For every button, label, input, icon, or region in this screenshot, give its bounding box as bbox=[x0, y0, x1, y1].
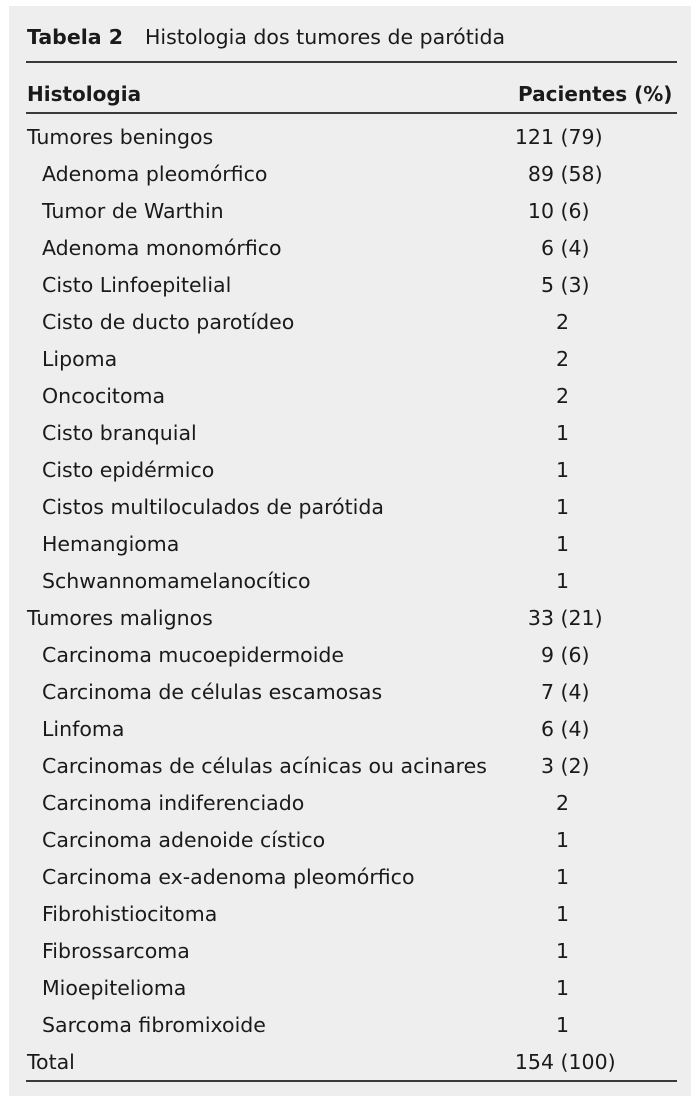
patient-count: 1 bbox=[555, 976, 569, 1000]
table-row bbox=[9, 193, 691, 230]
top-rule bbox=[26, 61, 677, 63]
histology-name: Carcinomas de células acínicas ou acinares bbox=[42, 754, 487, 778]
table-caption bbox=[27, 22, 505, 52]
table-row bbox=[9, 415, 691, 452]
patient-count: 6 (4) bbox=[540, 236, 590, 260]
patient-count: 2 bbox=[555, 347, 569, 371]
table-row bbox=[9, 526, 691, 563]
table-row bbox=[9, 563, 691, 600]
histology-name: Fibrossarcoma bbox=[42, 939, 190, 963]
column-header-histology: Histologia bbox=[27, 82, 142, 106]
table-row bbox=[9, 489, 691, 526]
histology-name: Hemangioma bbox=[42, 532, 180, 556]
patient-count: 3 (2) bbox=[540, 754, 590, 778]
patient-count: 33 (21) bbox=[527, 606, 603, 630]
table-row bbox=[9, 674, 691, 711]
table-row bbox=[9, 156, 691, 193]
histology-name: Cisto de ducto parotídeo bbox=[42, 310, 295, 334]
histology-name: Lipoma bbox=[42, 347, 118, 371]
table-label: Tabela 2 bbox=[27, 25, 124, 49]
table-row bbox=[9, 1007, 691, 1044]
patient-count: 1 bbox=[555, 532, 569, 556]
histology-name: Fibrohistiocitoma bbox=[42, 902, 218, 926]
patient-count: 1 bbox=[555, 421, 569, 445]
table-row bbox=[9, 452, 691, 489]
patient-count: 5 (3) bbox=[540, 273, 590, 297]
patient-count: 1 bbox=[555, 495, 569, 519]
histology-name: Carcinoma de células escamosas bbox=[42, 680, 383, 704]
patient-count: 1 bbox=[555, 458, 569, 482]
histology-name: Cistos multiloculados de parótida bbox=[42, 495, 384, 519]
table-row bbox=[9, 1044, 691, 1081]
table-row bbox=[9, 600, 691, 637]
histology-name: Carcinoma indiferenciado bbox=[42, 791, 305, 815]
table-row bbox=[9, 970, 691, 1007]
histology-name: Oncocitoma bbox=[42, 384, 166, 408]
table-title: Histologia dos tumores de parótida bbox=[145, 25, 506, 49]
table-row bbox=[9, 859, 691, 896]
patient-count: 89 (58) bbox=[527, 162, 603, 186]
group-name: Tumores beningos bbox=[27, 125, 214, 149]
histology-name: Mioepitelioma bbox=[42, 976, 187, 1000]
table-row bbox=[9, 341, 691, 378]
histology-name: Cisto Linfoepitelial bbox=[42, 273, 232, 297]
patient-count: 2 bbox=[555, 791, 569, 815]
table-row bbox=[9, 378, 691, 415]
patient-count: 1 bbox=[555, 569, 569, 593]
histology-name: Adenoma monomórfico bbox=[42, 236, 282, 260]
table-row bbox=[9, 933, 691, 970]
histology-name: Cisto branquial bbox=[42, 421, 197, 445]
header-rule bbox=[26, 112, 677, 114]
patient-count: 154 (100) bbox=[514, 1050, 616, 1074]
table-panel bbox=[9, 6, 691, 1096]
patient-count: 1 bbox=[555, 828, 569, 852]
table-body bbox=[9, 119, 691, 1081]
table-row bbox=[9, 748, 691, 785]
group-name: Total bbox=[27, 1050, 75, 1074]
table-row bbox=[9, 711, 691, 748]
histology-name: Sarcoma fibromixoide bbox=[42, 1013, 266, 1037]
table-row bbox=[9, 267, 691, 304]
patient-count: 1 bbox=[555, 939, 569, 963]
table-row bbox=[9, 896, 691, 933]
patient-count: 121 (79) bbox=[514, 125, 603, 149]
group-name: Tumores malignos bbox=[27, 606, 213, 630]
table-row bbox=[9, 785, 691, 822]
patient-count: 10 (6) bbox=[527, 199, 590, 223]
histology-name: Cisto epidérmico bbox=[42, 458, 215, 482]
patient-count: 2 bbox=[555, 384, 569, 408]
patient-count: 1 bbox=[555, 865, 569, 889]
histology-name: Schwannomamelanocítico bbox=[42, 569, 311, 593]
table-row bbox=[9, 304, 691, 341]
column-header-patients: Pacientes (%) bbox=[518, 82, 673, 106]
table-row bbox=[9, 637, 691, 674]
table-row bbox=[9, 822, 691, 859]
patient-count: 1 bbox=[555, 902, 569, 926]
histology-name: Carcinoma mucoepidermoide bbox=[42, 643, 345, 667]
patient-count: 7 (4) bbox=[540, 680, 590, 704]
table-row bbox=[9, 230, 691, 267]
histology-name: Adenoma pleomórfico bbox=[42, 162, 268, 186]
patient-count: 2 bbox=[555, 310, 569, 334]
table-row bbox=[9, 119, 691, 156]
histology-name: Carcinoma adenoide cístico bbox=[42, 828, 326, 852]
patient-count: 1 bbox=[555, 1013, 569, 1037]
patient-count: 9 (6) bbox=[540, 643, 590, 667]
histology-name: Carcinoma ex-adenoma pleomórfico bbox=[42, 865, 415, 889]
histology-name: Tumor de Warthin bbox=[42, 199, 224, 223]
patient-count: 6 (4) bbox=[540, 717, 590, 741]
histology-name: Linfoma bbox=[42, 717, 125, 741]
bottom-rule bbox=[26, 1080, 677, 1082]
